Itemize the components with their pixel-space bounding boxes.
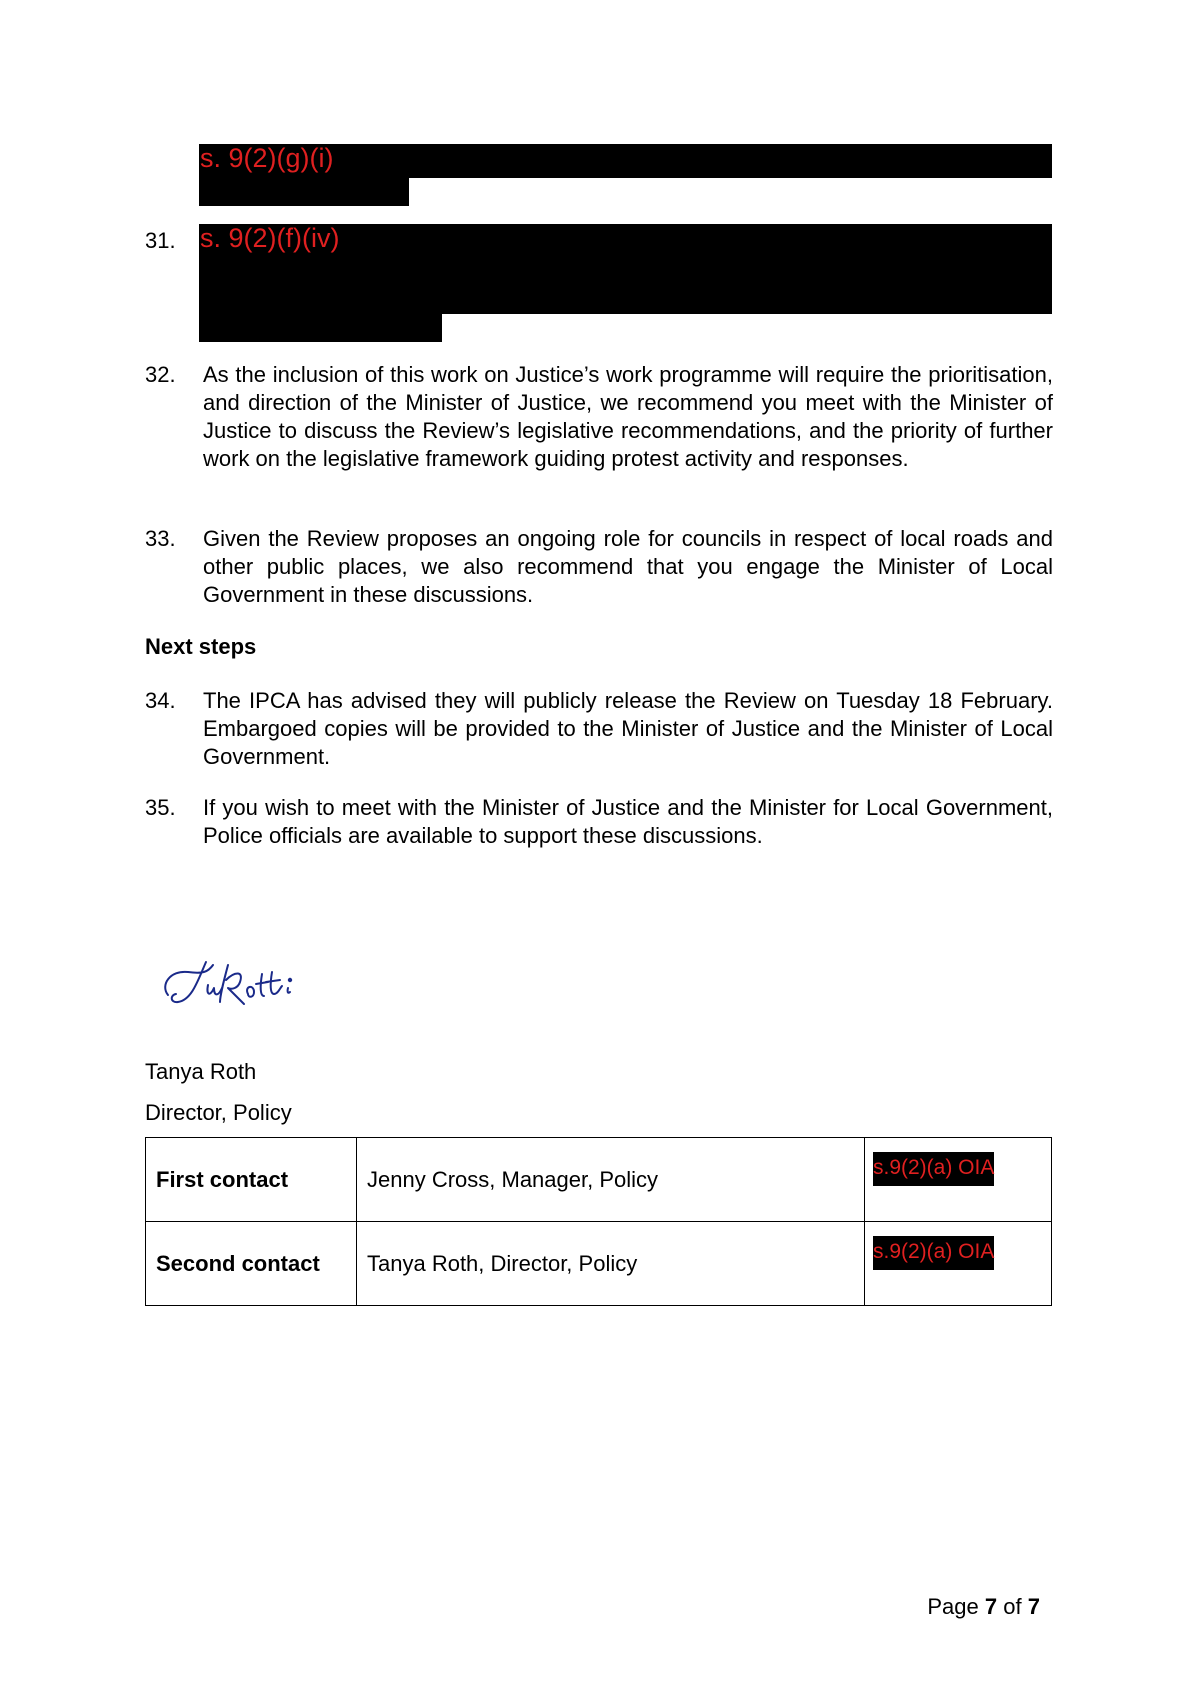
paragraph-number: 35. xyxy=(145,795,176,820)
paragraph-number: 31. xyxy=(145,228,176,253)
redaction-block xyxy=(199,176,409,206)
contact-redaction-cell xyxy=(865,1138,1052,1222)
paragraph-number: 32. xyxy=(145,362,176,387)
redaction-block xyxy=(199,312,442,342)
total-pages: 7 xyxy=(1027,1594,1040,1619)
contact-person: Jenny Cross, Manager, Policy xyxy=(357,1138,865,1222)
table-row xyxy=(146,1138,1052,1222)
paragraph-number: 34. xyxy=(145,688,176,713)
of-word: of xyxy=(1003,1594,1022,1619)
redaction-code: s.9(2)(a) OIA xyxy=(873,1152,994,1186)
contact-label: First contact xyxy=(146,1138,357,1222)
paragraph-text: If you wish to meet with the Minister of Justice and the Minister for Local Government, Police officials are available to support these discussions. xyxy=(203,795,1053,848)
paragraph-text: The IPCA has advised they will publicly release the Review on Tuesday 18 February. Embargoed copies will be provided to the Minister of Justice and the Minister of Local Government. xyxy=(203,688,1053,769)
redaction-code: s.9(2)(a) OIA xyxy=(873,1236,994,1270)
paragraph-text: As the inclusion of this work on Justice’s work programme will require the prioritisation, and direction of the Minister of Justice, we recommend you meet with the Minister of Justice to discuss the Review’s legislative recommendations, and the priority of further work on the legislative framework guiding protest activity and responses. xyxy=(203,362,1053,471)
table-row xyxy=(146,1222,1052,1306)
contacts-table xyxy=(145,1137,1052,1306)
page-number xyxy=(927,1594,1040,1620)
signature-image xyxy=(158,950,318,1020)
current-page: 7 xyxy=(984,1594,998,1619)
signatory-name: Tanya Roth xyxy=(145,1059,257,1084)
signatory-title: Director, Policy xyxy=(145,1100,292,1125)
contact-person: Tanya Roth, Director, Policy xyxy=(357,1222,865,1306)
contact-redaction-cell xyxy=(865,1222,1052,1306)
contact-label: Second contact xyxy=(146,1222,357,1306)
page-word: Page xyxy=(927,1594,979,1619)
redaction-code: s. 9(2)(g)(i) xyxy=(200,143,334,173)
redaction-code: s. 9(2)(f)(iv) xyxy=(200,223,340,253)
section-heading: Next steps xyxy=(145,634,257,659)
paragraph-number: 33. xyxy=(145,526,176,551)
paragraph-text: Given the Review proposes an ongoing role for councils in respect of local roads and other public places, we also recommend that you engage the Minister of Local Government in these discussions. xyxy=(203,526,1053,607)
